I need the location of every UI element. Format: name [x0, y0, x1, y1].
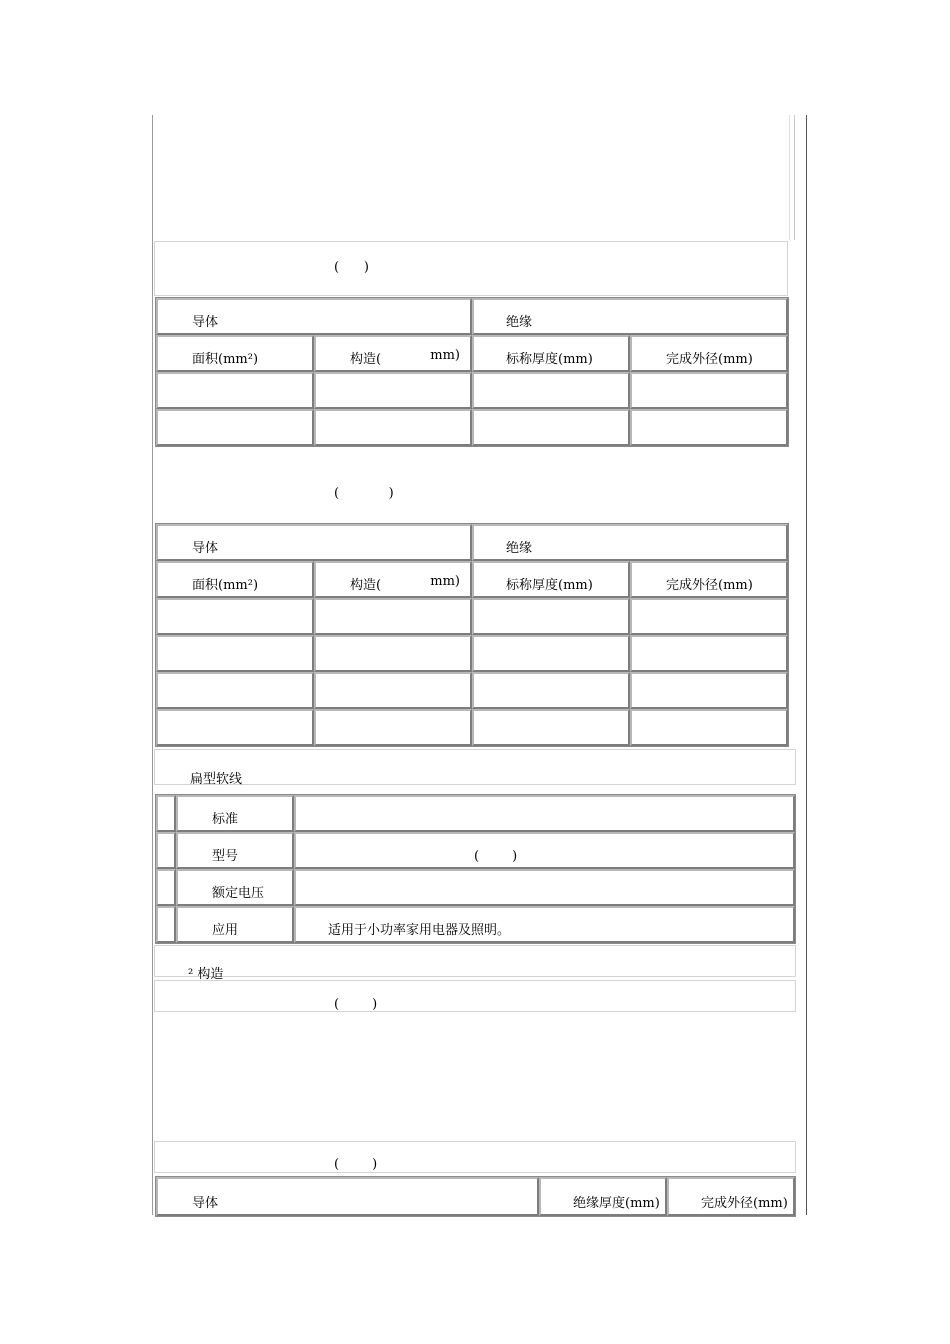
header-conductor: 导体 [192, 541, 219, 556]
section1-panel [154, 241, 788, 296]
table-cell [156, 672, 314, 709]
row-marker-cell [156, 795, 176, 832]
table-cell [156, 635, 314, 672]
table-cell [156, 372, 314, 409]
flat-cord-label: 标准 [212, 812, 239, 827]
structure-heading-panel [154, 945, 796, 977]
table-cell [630, 409, 788, 446]
frame-right-inner-line-2 [789, 115, 790, 240]
header-insulation-cell [472, 298, 788, 335]
col-outer-diameter: 完成外径(mm) [701, 1196, 788, 1211]
flat-cord-table [155, 794, 796, 944]
col-structure-unit: mm) [430, 348, 461, 363]
table-cell [472, 709, 630, 746]
row-marker-cell [156, 869, 176, 906]
table-cell [472, 372, 630, 409]
flat-cord-value-cell [294, 832, 795, 869]
col-outer-diameter-cell [667, 1177, 795, 1216]
table-cell [630, 672, 788, 709]
section2-table [155, 523, 789, 747]
flat-cord-value-cell [294, 906, 795, 943]
col-thickness: 标称厚度(mm) [506, 352, 593, 367]
section2-parens: ( ) [334, 486, 394, 501]
table-cell [314, 409, 472, 446]
col-thickness: 标称厚度(mm) [506, 578, 593, 593]
col-area-cell [156, 561, 314, 598]
header-conductor: 导体 [192, 315, 219, 330]
header-insulation: 绝缘 [506, 541, 533, 556]
table-cell [472, 598, 630, 635]
flat-cord-label: 型号 [212, 849, 239, 864]
row-marker-cell [156, 906, 176, 943]
col-area: 面积(mm²) [192, 352, 259, 367]
flat-cord-value: ( ) [474, 849, 518, 864]
frame-left-line [152, 115, 153, 1215]
flat-cord-label-cell [176, 832, 294, 869]
col-area-cell [156, 335, 314, 372]
col-outer-diameter: 完成外径(mm) [666, 578, 753, 593]
col-thickness-cell [472, 335, 630, 372]
flat-cord-value-cell [294, 795, 795, 832]
col-structure-cell [314, 335, 472, 372]
section3-panel [154, 980, 796, 1012]
flat-cord-label: 额定电压 [212, 886, 265, 901]
flat-cord-label-cell [176, 795, 294, 832]
section1-table [155, 297, 789, 447]
flat-cord-title-panel [154, 749, 796, 785]
flat-cord-label: 应用 [212, 923, 239, 938]
section4-table [155, 1176, 796, 1217]
col-thickness-cell [472, 561, 630, 598]
header-insulation: 绝缘 [506, 315, 533, 330]
row-marker-cell [156, 832, 176, 869]
frame-right-line [806, 115, 807, 1215]
flat-cord-value: 适用于小功率家用电器及照明。 [328, 923, 511, 938]
section4-panel [154, 1141, 796, 1173]
table-cell [472, 635, 630, 672]
section3-parens: ( ) [334, 997, 378, 1012]
col-structure-open: 构造( [350, 352, 382, 367]
table-cell [314, 672, 472, 709]
col-insulation-thickness-cell [539, 1177, 667, 1216]
table-cell [472, 409, 630, 446]
table-cell [156, 709, 314, 746]
table-cell [156, 598, 314, 635]
header-conductor-cell [156, 524, 472, 561]
structure-heading: ² 构造 [188, 967, 224, 982]
table-cell [630, 372, 788, 409]
flat-cord-label-cell [176, 869, 294, 906]
flat-cord-value-cell [294, 869, 795, 906]
col-conductor: 导体 [192, 1196, 219, 1211]
table-cell [314, 709, 472, 746]
table-cell [314, 598, 472, 635]
table-cell [630, 709, 788, 746]
table-cell [314, 372, 472, 409]
col-conductor-cell [156, 1177, 539, 1216]
table-cell [156, 409, 314, 446]
col-outer-diameter-cell [630, 335, 788, 372]
col-area: 面积(mm²) [192, 578, 259, 593]
header-insulation-cell [472, 524, 788, 561]
col-structure-unit: mm) [430, 574, 461, 589]
flat-cord-title: 扁型软线 [190, 772, 243, 787]
col-structure-open: 构造( [350, 578, 382, 593]
table-cell [314, 635, 472, 672]
section4-parens: ( ) [334, 1157, 378, 1172]
table-cell [472, 672, 630, 709]
table-cell [630, 635, 788, 672]
col-outer-diameter: 完成外径(mm) [666, 352, 753, 367]
flat-cord-label-cell [176, 906, 294, 943]
col-structure-cell [314, 561, 472, 598]
col-outer-diameter-cell [630, 561, 788, 598]
header-conductor-cell [156, 298, 472, 335]
col-insulation-thickness: 绝缘厚度(mm) [573, 1196, 660, 1211]
table-cell [630, 598, 788, 635]
section1-parens: ( ) [334, 260, 369, 275]
frame-right-inner-line [794, 115, 795, 240]
